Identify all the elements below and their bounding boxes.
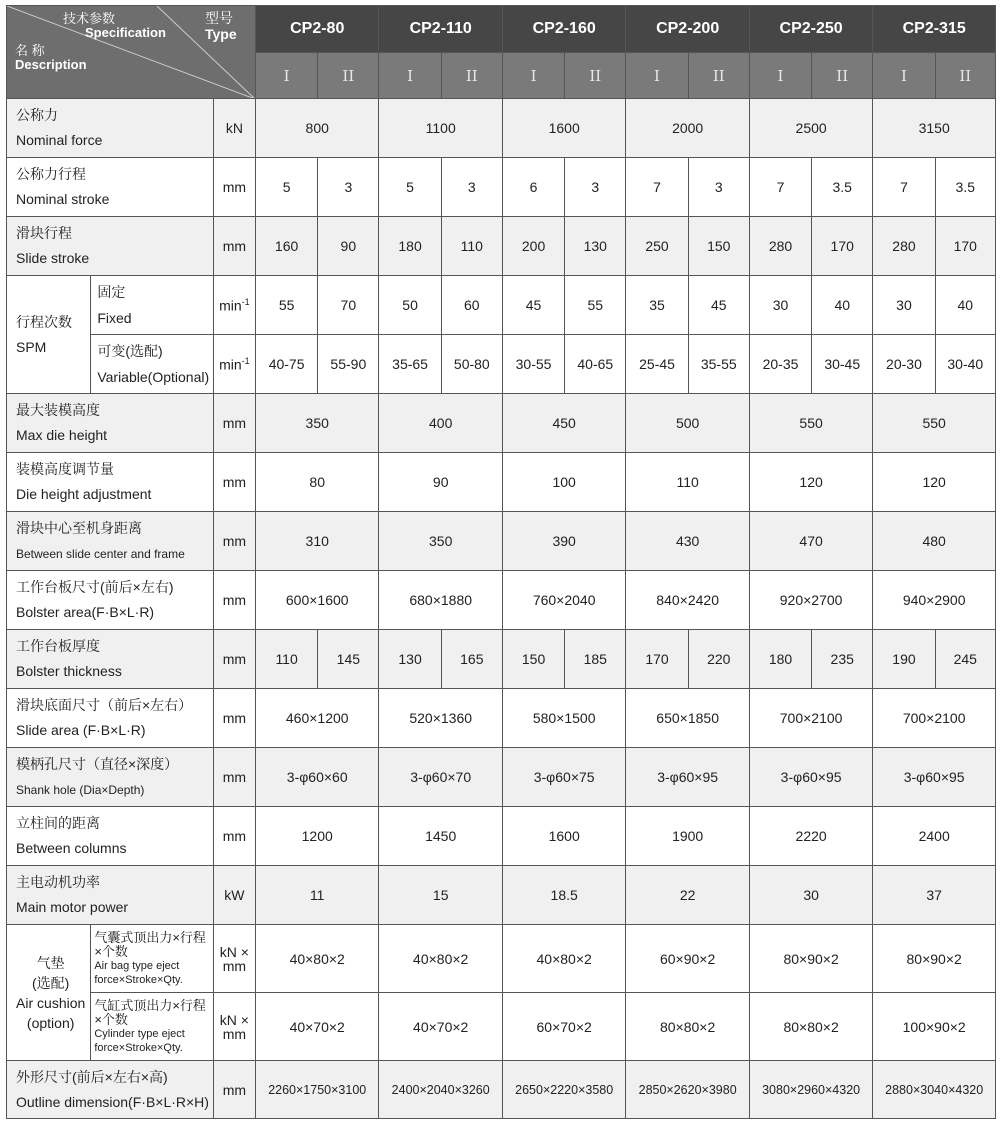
table-cell: 25-45 [626, 335, 688, 394]
table-cell: 280 [749, 217, 811, 276]
table-cell: 350 [379, 512, 502, 571]
table-cell: 110 [626, 453, 749, 512]
table-cell: 120 [749, 453, 872, 512]
model-header: CP2-80 [255, 6, 378, 53]
description-label-en: Description [15, 57, 87, 72]
sub-label: 固定 Fixed [91, 276, 213, 335]
table-cell: 280 [873, 217, 935, 276]
type-label [205, 10, 237, 42]
table-cell: 80×90×2 [873, 925, 996, 993]
table-cell: 3 [688, 158, 749, 217]
row-unit: mm [213, 1061, 255, 1119]
row-nominal-force [7, 99, 996, 158]
description-label-cn: 名 称 [15, 43, 45, 58]
table-cell: 35-65 [379, 335, 441, 394]
table-cell: 30 [749, 276, 811, 335]
table-cell: 40×70×2 [255, 993, 378, 1061]
table-cell: 110 [441, 217, 502, 276]
table-cell: 1100 [379, 99, 502, 158]
table-cell: 15 [379, 866, 502, 925]
table-cell: 580×1500 [502, 689, 625, 748]
row-die-height-adjustment [7, 453, 996, 512]
table-cell: 145 [318, 630, 379, 689]
model-header: CP2-110 [379, 6, 502, 53]
table-cell: 5 [255, 158, 317, 217]
table-cell: 700×2100 [873, 689, 996, 748]
table-cell: 400 [379, 394, 502, 453]
table-cell: 2400 [873, 807, 996, 866]
row-label: 公称力 Nominal force [7, 99, 214, 158]
table-cell: 11 [255, 866, 378, 925]
table-cell: 390 [502, 512, 625, 571]
table-cell: 30-55 [502, 335, 564, 394]
table-cell: 160 [255, 217, 317, 276]
row-unit: mm [213, 748, 255, 807]
table-cell: 6 [502, 158, 564, 217]
row-unit: mm [213, 453, 255, 512]
table-cell: 3-φ60×60 [255, 748, 378, 807]
row-spm-fixed [7, 276, 996, 335]
table-cell: 1450 [379, 807, 502, 866]
table-cell: 5 [379, 158, 441, 217]
table-cell: 350 [255, 394, 378, 453]
row-label: 最大装模高度 Max die height [7, 394, 214, 453]
table-cell: 45 [688, 276, 749, 335]
table-cell: 35-55 [688, 335, 749, 394]
table-cell: 90 [318, 217, 379, 276]
row-spm-variable [7, 335, 996, 394]
table-cell: 3 [441, 158, 502, 217]
table-cell: 2650×2220×3580 [502, 1061, 625, 1119]
model-header: CP2-160 [502, 6, 625, 53]
row-unit: mm [213, 630, 255, 689]
row-label: 外形尺寸(前后×左右×高) Outline dimension(F·B×L·R×H) [7, 1061, 214, 1119]
sub-label: 气囊式顶出力×行程×个数 Air bag type eject force×Stroke×Qty. [91, 925, 213, 993]
row-unit: kN × mm [213, 925, 255, 993]
table-cell: 150 [688, 217, 749, 276]
table-cell: 3-φ60×95 [626, 748, 749, 807]
table-cell: 3 [318, 158, 379, 217]
table-cell: 55 [255, 276, 317, 335]
row-label: 工作台板厚度 Bolster thickness [7, 630, 214, 689]
table-cell: 2850×2620×3980 [626, 1061, 749, 1119]
table-cell: 940×2900 [873, 571, 996, 630]
table-cell: 40×70×2 [379, 993, 502, 1061]
row-unit: mm [213, 689, 255, 748]
table-cell: 650×1850 [626, 689, 749, 748]
row-label: 工作台板尺寸(前后×左右) Bolster area(F·B×L·R) [7, 571, 214, 630]
header-corner [7, 6, 256, 99]
table-cell: 45 [502, 276, 564, 335]
table-cell: 35 [626, 276, 688, 335]
spec-table [6, 5, 996, 1119]
variant-header: II [441, 53, 502, 99]
table-cell: 500 [626, 394, 749, 453]
table-cell: 550 [873, 394, 996, 453]
model-header: CP2-200 [626, 6, 749, 53]
row-label: 滑块底面尺寸（前后×左右） Slide area (F·B×L·R) [7, 689, 214, 748]
variant-header: I [502, 53, 564, 99]
table-cell: 235 [812, 630, 873, 689]
table-cell: 18.5 [502, 866, 625, 925]
table-cell: 1600 [502, 99, 625, 158]
row-label: 滑块中心至机身距离 Between slide center and frame [7, 512, 214, 571]
table-cell: 2880×3040×4320 [873, 1061, 996, 1119]
table-cell: 3 [565, 158, 626, 217]
table-cell: 2220 [749, 807, 872, 866]
model-header: CP2-250 [749, 6, 872, 53]
variant-header: I [255, 53, 317, 99]
row-unit: $\min^{-1}$ [213, 276, 255, 335]
row-unit: mm [213, 807, 255, 866]
table-cell: 100 [502, 453, 625, 512]
row-between-columns [7, 807, 996, 866]
table-cell: 90 [379, 453, 502, 512]
row-air-cushion-airbag [7, 925, 996, 993]
variant-header: I [749, 53, 811, 99]
table-cell: 3-φ60×95 [749, 748, 872, 807]
table-cell: 3-φ60×75 [502, 748, 625, 807]
row-bolster-thickness [7, 630, 996, 689]
row-unit: mm [213, 217, 255, 276]
table-cell: 480 [873, 512, 996, 571]
table-cell: 200 [502, 217, 564, 276]
table-cell: 30 [749, 866, 872, 925]
table-cell: 3-φ60×95 [873, 748, 996, 807]
row-unit: mm [213, 512, 255, 571]
table-cell: 100×90×2 [873, 993, 996, 1061]
row-max-die-height [7, 394, 996, 453]
variant-header: II [812, 53, 873, 99]
table-cell: 60 [441, 276, 502, 335]
table-cell: 120 [873, 453, 996, 512]
table-cell: 180 [749, 630, 811, 689]
type-label-cn: 型号 [205, 10, 233, 26]
table-cell: 22 [626, 866, 749, 925]
table-cell: 550 [749, 394, 872, 453]
variant-header: II [565, 53, 626, 99]
table-cell: 80×80×2 [626, 993, 749, 1061]
row-slide-stroke [7, 217, 996, 276]
row-main-motor [7, 866, 996, 925]
table-cell: 250 [626, 217, 688, 276]
table-cell: 3.5 [935, 158, 995, 217]
spec-label-cn: 技术参数 [63, 11, 116, 26]
table-cell: 30 [873, 276, 935, 335]
row-unit: kN [213, 99, 255, 158]
table-cell: 20-35 [749, 335, 811, 394]
table-cell: 3080×2960×4320 [749, 1061, 872, 1119]
table-cell: 50 [379, 276, 441, 335]
table-cell: 80 [255, 453, 378, 512]
row-label: 公称力行程 Nominal stroke [7, 158, 214, 217]
table-cell: 450 [502, 394, 625, 453]
row-slide-center [7, 512, 996, 571]
table-cell: 185 [565, 630, 626, 689]
table-cell: 30-45 [812, 335, 873, 394]
table-cell: 80×90×2 [749, 925, 872, 993]
table-cell: 170 [626, 630, 688, 689]
table-cell: 40 [935, 276, 995, 335]
table-cell: 520×1360 [379, 689, 502, 748]
table-cell: 40 [812, 276, 873, 335]
table-cell: 40-65 [565, 335, 626, 394]
table-cell: 920×2700 [749, 571, 872, 630]
table-cell: 60×90×2 [626, 925, 749, 993]
table-cell: 310 [255, 512, 378, 571]
table-cell: 110 [255, 630, 317, 689]
row-unit: mm [213, 394, 255, 453]
table-cell: 40-75 [255, 335, 317, 394]
row-slide-area [7, 689, 996, 748]
row-label: 主电动机功率 Main motor power [7, 866, 214, 925]
row-outline-dimension [7, 1061, 996, 1119]
row-nominal-stroke [7, 158, 996, 217]
table-cell: 1200 [255, 807, 378, 866]
row-air-cushion-cylinder [7, 993, 996, 1061]
table-cell: 130 [379, 630, 441, 689]
spec-label [63, 12, 166, 40]
table-cell: 1900 [626, 807, 749, 866]
table-cell: 3-φ60×70 [379, 748, 502, 807]
description-label [15, 44, 87, 72]
row-unit: mm [213, 571, 255, 630]
table-cell: 680×1880 [379, 571, 502, 630]
table-cell: 40×80×2 [379, 925, 502, 993]
table-cell: 165 [441, 630, 502, 689]
variant-header: II [318, 53, 379, 99]
table-cell: 800 [255, 99, 378, 158]
table-cell: 3.5 [812, 158, 873, 217]
table-cell: 130 [565, 217, 626, 276]
spec-label-en: Specification [85, 25, 166, 40]
row-unit: $\min^{-1}$ [213, 335, 255, 394]
table-cell: 55-90 [318, 335, 379, 394]
table-cell: 70 [318, 276, 379, 335]
table-cell: 700×2100 [749, 689, 872, 748]
table-cell: 1600 [502, 807, 625, 866]
table-cell: 760×2040 [502, 571, 625, 630]
table-cell: 180 [379, 217, 441, 276]
table-cell: 37 [873, 866, 996, 925]
table-cell: 7 [873, 158, 935, 217]
model-header: CP2-315 [873, 6, 996, 53]
table-cell: 430 [626, 512, 749, 571]
variant-header: I [626, 53, 688, 99]
table-cell: 55 [565, 276, 626, 335]
row-label: 气垫 (选配) Air cushion (option) [7, 925, 91, 1061]
table-cell: 60×70×2 [502, 993, 625, 1061]
row-unit: mm [213, 158, 255, 217]
row-bolster-area [7, 571, 996, 630]
table-cell: 2000 [626, 99, 749, 158]
table-cell: 190 [873, 630, 935, 689]
row-shank-hole [7, 748, 996, 807]
table-cell: 40×80×2 [255, 925, 378, 993]
variant-header: I [873, 53, 935, 99]
table-cell: 840×2420 [626, 571, 749, 630]
table-cell: 470 [749, 512, 872, 571]
variant-header: II [688, 53, 749, 99]
table-cell: 7 [626, 158, 688, 217]
row-unit: kN × mm [213, 993, 255, 1061]
row-label: 滑块行程 Slide stroke [7, 217, 214, 276]
variant-header: I [379, 53, 441, 99]
table-cell: 150 [502, 630, 564, 689]
table-cell: 460×1200 [255, 689, 378, 748]
table-cell: 2500 [749, 99, 872, 158]
row-label: 模柄孔尺寸（直径×深度） Shank hole (Dia×Depth) [7, 748, 214, 807]
row-label: 立柱间的距离 Between columns [7, 807, 214, 866]
table-cell: 170 [935, 217, 995, 276]
table-cell: 2260×1750×3100 [255, 1061, 378, 1119]
table-cell: 20-30 [873, 335, 935, 394]
table-cell: 40×80×2 [502, 925, 625, 993]
table-cell: 80×80×2 [749, 993, 872, 1061]
sub-label: 气缸式顶出力×行程×个数 Cylinder type eject force×Stroke×Qty. [91, 993, 213, 1061]
table-cell: 220 [688, 630, 749, 689]
table-cell: 600×1600 [255, 571, 378, 630]
table-cell: 30-40 [935, 335, 995, 394]
table-cell: 7 [749, 158, 811, 217]
row-label: 行程次数 SPM [7, 276, 91, 394]
variant-header: II [935, 53, 995, 99]
type-label-en: Type [205, 26, 237, 42]
row-label: 装模高度调节量 Die height adjustment [7, 453, 214, 512]
table-cell: 50-80 [441, 335, 502, 394]
row-unit: kW [213, 866, 255, 925]
table-cell: 3150 [873, 99, 996, 158]
table-cell: 170 [812, 217, 873, 276]
table-cell: 245 [935, 630, 995, 689]
table-cell: 2400×2040×3260 [379, 1061, 502, 1119]
sub-label: 可变(选配) Variable(Optional) [91, 335, 213, 394]
